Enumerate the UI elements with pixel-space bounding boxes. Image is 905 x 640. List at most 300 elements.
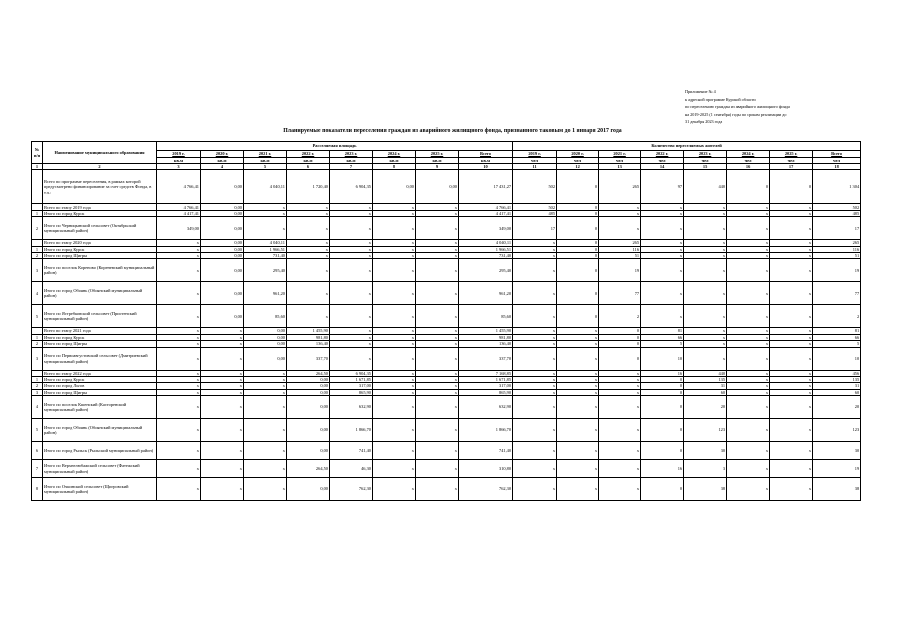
row-number: 2 xyxy=(32,341,43,347)
area-cell: 6 904,35 xyxy=(330,370,373,376)
people-cell: 0 xyxy=(641,383,684,389)
area-cell: x xyxy=(330,240,373,246)
area-cell: 136,40 xyxy=(287,341,330,347)
unit-header: кв.м xyxy=(287,158,330,164)
people-cell: 0 xyxy=(557,217,599,240)
row-name: Итого по город Курск xyxy=(43,376,157,382)
area-cell: x xyxy=(373,334,416,340)
area-cell: x xyxy=(157,259,201,282)
people-cell: x xyxy=(770,376,813,382)
people-cell: 265 xyxy=(599,240,641,246)
area-cell: x xyxy=(244,396,287,419)
row-name: Итого по Ястребковский сельсовет (Пристенский муниципальный район) xyxy=(43,305,157,328)
area-cell: 0,00 xyxy=(244,341,287,347)
area-cell: x xyxy=(416,370,459,376)
area-cell: 337,70 xyxy=(459,347,513,370)
people-cell: x xyxy=(599,210,641,216)
people-cell: x xyxy=(684,240,727,246)
people-cell: x xyxy=(727,383,770,389)
area-cell: x xyxy=(330,282,373,305)
area-cell: 0,00 xyxy=(201,170,244,204)
people-cell: x xyxy=(641,282,684,305)
area-cell: x xyxy=(373,370,416,376)
row-number: 8 xyxy=(32,478,43,501)
people-cell: 440 xyxy=(684,170,727,204)
area-cell: x xyxy=(416,210,459,216)
people-cell: x xyxy=(513,328,557,334)
year-header: 2022 г. xyxy=(641,151,684,158)
area-cell: x xyxy=(287,252,330,258)
area-cell: 0,00 xyxy=(373,170,416,204)
column-number: 1 xyxy=(32,164,43,170)
people-cell: 1 304 xyxy=(813,170,861,204)
area-cell: x xyxy=(373,252,416,258)
people-cell: x xyxy=(557,341,599,347)
people-cell: x xyxy=(599,389,641,395)
people-cell: x xyxy=(727,305,770,328)
column-number: 13 xyxy=(599,164,641,170)
area-cell: 6 904,35 xyxy=(330,170,373,204)
appendix-line: на 2019-2025 (1 сентября) годы по срокам реализации до xyxy=(685,111,787,117)
area-cell: 0,00 xyxy=(201,204,244,210)
area-cell: x xyxy=(157,376,201,382)
people-cell: 123 xyxy=(813,419,861,442)
people-cell: 31 xyxy=(813,383,861,389)
area-cell: x xyxy=(416,383,459,389)
area-cell: x xyxy=(244,370,287,376)
people-cell: x xyxy=(684,282,727,305)
appendix-line: Приложение № 4 xyxy=(685,89,716,94)
people-cell: 19 xyxy=(813,259,861,282)
people-cell: 265 xyxy=(813,240,861,246)
area-cell: 731,40 xyxy=(244,252,287,258)
people-cell: x xyxy=(557,419,599,442)
people-cell: x xyxy=(727,419,770,442)
area-cell: x xyxy=(373,204,416,210)
area-cell: x xyxy=(373,383,416,389)
table-row xyxy=(32,217,861,240)
people-cell: 60 xyxy=(684,389,727,395)
area-cell: 762,30 xyxy=(330,478,373,501)
area-cell: 0,00 xyxy=(287,389,330,395)
unit-header: кв.м xyxy=(416,158,459,164)
people-cell: 30 xyxy=(684,442,727,460)
area-cell: x xyxy=(157,334,201,340)
area-cell: x xyxy=(157,328,201,334)
people-cell: 440 xyxy=(684,370,727,376)
area-cell: x xyxy=(244,389,287,395)
row-name: Итого по Первоавгустовский сельсовет (Дмитриевский муниципальный район) xyxy=(43,347,157,370)
area-cell: x xyxy=(373,341,416,347)
area-cell: x xyxy=(373,305,416,328)
area-cell: x xyxy=(287,282,330,305)
area-cell: 1 671,85 xyxy=(330,376,373,382)
area-cell: x xyxy=(373,478,416,501)
people-cell: 0 xyxy=(641,376,684,382)
area-cell: x xyxy=(244,217,287,240)
column-number: 2 xyxy=(43,164,157,170)
row-number: 5 xyxy=(32,305,43,328)
area-cell: x xyxy=(330,328,373,334)
area-cell: x xyxy=(287,204,330,210)
unit-header: чел xyxy=(813,158,861,164)
people-cell: x xyxy=(770,282,813,305)
area-cell: 0,00 xyxy=(201,246,244,252)
people-cell: 81 xyxy=(641,328,684,334)
people-cell: 77 xyxy=(813,282,861,305)
people-cell: x xyxy=(513,460,557,478)
people-cell: x xyxy=(513,282,557,305)
people-cell: 265 xyxy=(599,170,641,204)
area-cell: 136,40 xyxy=(459,341,513,347)
people-cell: x xyxy=(641,240,684,246)
people-cell: x xyxy=(641,204,684,210)
unit-header: чел xyxy=(641,158,684,164)
area-cell: 1 720,40 xyxy=(287,170,330,204)
people-cell: x xyxy=(727,246,770,252)
row-name: Всего по этапу 2019 года xyxy=(43,204,157,210)
area-cell: 4 417,41 xyxy=(157,210,201,216)
area-cell: x xyxy=(244,210,287,216)
area-cell: 295,40 xyxy=(244,259,287,282)
people-cell: x xyxy=(641,210,684,216)
people-cell: x xyxy=(727,389,770,395)
year-header: 2020 г. xyxy=(557,151,599,158)
area-cell: 7 168,85 xyxy=(459,370,513,376)
people-cell: 0 xyxy=(557,170,599,204)
area-cell: x xyxy=(157,347,201,370)
people-cell: x xyxy=(727,376,770,382)
people-cell: 31 xyxy=(684,383,727,389)
people-cell: x xyxy=(727,347,770,370)
column-number: 18 xyxy=(813,164,861,170)
people-cell: 16 xyxy=(641,370,684,376)
area-cell: x xyxy=(201,341,244,347)
area-cell: 4 417,41 xyxy=(459,210,513,216)
row-name: Итого по Верхнелюбажский сельсовет (Фатежский муниципальный район) xyxy=(43,460,157,478)
area-cell: x xyxy=(157,305,201,328)
area-cell: x xyxy=(373,217,416,240)
area-cell: x xyxy=(244,383,287,389)
people-cell: 19 xyxy=(599,259,641,282)
area-cell: x xyxy=(330,259,373,282)
column-number: 7 xyxy=(330,164,373,170)
people-cell: 0 xyxy=(557,210,599,216)
people-cell: x xyxy=(557,376,599,382)
people-cell: 0 xyxy=(641,478,684,501)
area-cell: x xyxy=(373,389,416,395)
area-cell: 0,00 xyxy=(201,305,244,328)
area-cell: x xyxy=(201,389,244,395)
people-cell: x xyxy=(557,370,599,376)
area-cell: 317,00 xyxy=(459,383,513,389)
area-cell: 632,90 xyxy=(330,396,373,419)
area-cell: 0,00 xyxy=(201,217,244,240)
people-cell: x xyxy=(684,210,727,216)
people-cell: x xyxy=(727,370,770,376)
area-cell: 0,00 xyxy=(201,210,244,216)
area-cell: 0,00 xyxy=(287,396,330,419)
area-cell: 741,40 xyxy=(459,442,513,460)
area-cell: 85,60 xyxy=(459,305,513,328)
people-cell: x xyxy=(599,376,641,382)
area-cell: x xyxy=(416,252,459,258)
people-cell: x xyxy=(513,246,557,252)
row-name: Итого по город Курск xyxy=(43,246,157,252)
people-cell: 135 xyxy=(684,376,727,382)
unit-header: кв.м xyxy=(459,158,513,164)
area-cell: x xyxy=(201,396,244,419)
people-cell: x xyxy=(727,282,770,305)
row-number: 4 xyxy=(32,282,43,305)
area-cell: x xyxy=(201,376,244,382)
people-cell: 19 xyxy=(813,460,861,478)
row-number: 3 xyxy=(32,389,43,395)
area-cell: x xyxy=(373,376,416,382)
people-cell: 485 xyxy=(513,210,557,216)
year-header: 2025 г. xyxy=(770,151,813,158)
column-number: 12 xyxy=(557,164,599,170)
area-cell: x xyxy=(416,396,459,419)
people-cell: x xyxy=(641,305,684,328)
people-cell: 51 xyxy=(813,252,861,258)
people-cell: 66 xyxy=(813,334,861,340)
unit-header: чел xyxy=(513,158,557,164)
row-name: Итого по город Курск xyxy=(43,334,157,340)
area-cell: 349,00 xyxy=(157,217,201,240)
area-cell: x xyxy=(244,204,287,210)
people-cell: 116 xyxy=(813,246,861,252)
people-group-header: Количество переселяемых жителей xyxy=(513,142,861,151)
people-cell: x xyxy=(770,210,813,216)
people-cell: 10 xyxy=(641,347,684,370)
people-cell: x xyxy=(513,259,557,282)
people-cell: 38 xyxy=(684,478,727,501)
area-cell: x xyxy=(330,341,373,347)
year-header: 2024 г. xyxy=(373,151,416,158)
people-cell: x xyxy=(599,442,641,460)
people-cell: 2 xyxy=(599,305,641,328)
row-number: 3 xyxy=(32,259,43,282)
area-cell: x xyxy=(373,442,416,460)
area-cell: x xyxy=(157,478,201,501)
people-cell: 0 xyxy=(770,170,813,204)
area-cell: x xyxy=(244,478,287,501)
row-name: Всего по программе переселения, в рамках которой предусмотрено финансирование за счет средств Фонда, в т.ч.: xyxy=(43,170,157,204)
unit-header: чел xyxy=(770,158,813,164)
area-cell: x xyxy=(416,328,459,334)
area-cell: 4 040,11 xyxy=(459,240,513,246)
area-cell: x xyxy=(201,334,244,340)
table-row xyxy=(32,347,861,370)
column-number: 16 xyxy=(727,164,770,170)
column-number: 3 xyxy=(157,164,201,170)
row-name: Итого по город Обоянь (Обоянский муниципальный район) xyxy=(43,419,157,442)
area-cell: x xyxy=(244,460,287,478)
people-cell: 0 xyxy=(599,334,641,340)
column-number: 9 xyxy=(416,164,459,170)
people-cell: x xyxy=(770,334,813,340)
area-cell: x xyxy=(416,305,459,328)
people-cell: 502 xyxy=(513,204,557,210)
area-cell: x xyxy=(287,246,330,252)
table-row xyxy=(32,259,861,282)
unit-header: кв.м xyxy=(201,158,244,164)
unit-header: кв.м xyxy=(373,158,416,164)
people-cell: x xyxy=(641,259,684,282)
people-cell: 123 xyxy=(684,419,727,442)
people-cell: x xyxy=(770,252,813,258)
people-cell: x xyxy=(684,347,727,370)
area-cell: x xyxy=(373,347,416,370)
area-cell: x xyxy=(157,370,201,376)
area-cell: x xyxy=(157,246,201,252)
people-cell: x xyxy=(727,478,770,501)
people-cell: 5 xyxy=(641,341,684,347)
area-cell: 0,00 xyxy=(244,334,287,340)
row-name: Итого по Очкинский сельсовет (Щигровский муниципальный район) xyxy=(43,478,157,501)
table-row xyxy=(32,478,861,501)
area-cell: 961,20 xyxy=(459,282,513,305)
year-header: 2019 г. xyxy=(513,151,557,158)
area-cell: x xyxy=(416,389,459,395)
table-row xyxy=(32,282,861,305)
people-cell: 456 xyxy=(813,370,861,376)
area-cell: x xyxy=(373,396,416,419)
row-number: 6 xyxy=(32,442,43,460)
people-cell: x xyxy=(684,246,727,252)
people-cell: 0 xyxy=(557,305,599,328)
people-cell: x xyxy=(727,396,770,419)
area-cell: x xyxy=(287,240,330,246)
area-cell: 762,30 xyxy=(459,478,513,501)
area-cell: 632,90 xyxy=(459,396,513,419)
people-cell: 17 xyxy=(813,217,861,240)
area-cell: x xyxy=(330,252,373,258)
people-cell: x xyxy=(513,252,557,258)
area-cell: x xyxy=(373,210,416,216)
area-cell: x xyxy=(157,341,201,347)
area-cell: 310,80 xyxy=(459,460,513,478)
table-row xyxy=(32,396,861,419)
people-cell: x xyxy=(513,389,557,395)
area-cell: x xyxy=(201,383,244,389)
area-cell: x xyxy=(330,210,373,216)
people-cell: x xyxy=(727,252,770,258)
area-cell: x xyxy=(330,334,373,340)
people-cell: 0 xyxy=(641,396,684,419)
column-number: 14 xyxy=(641,164,684,170)
people-cell: 0 xyxy=(557,246,599,252)
people-cell: x xyxy=(770,442,813,460)
name-column-header: Наименование муниципального образования xyxy=(43,142,157,164)
area-cell: x xyxy=(201,419,244,442)
table-row xyxy=(32,170,861,204)
people-cell: 97 xyxy=(641,170,684,204)
people-cell: x xyxy=(599,419,641,442)
people-cell: 51 xyxy=(599,252,641,258)
area-cell: x xyxy=(416,240,459,246)
area-cell: 0,00 xyxy=(201,259,244,282)
people-cell: 0 xyxy=(641,419,684,442)
unit-header: кв.м xyxy=(244,158,287,164)
row-number: 2 xyxy=(32,217,43,240)
column-number: 6 xyxy=(287,164,330,170)
people-cell: x xyxy=(727,442,770,460)
unit-header: чел xyxy=(684,158,727,164)
people-cell: x xyxy=(727,204,770,210)
year-header: 2022 г. xyxy=(287,151,330,158)
area-cell: x xyxy=(201,370,244,376)
people-cell: x xyxy=(770,347,813,370)
people-cell: x xyxy=(684,217,727,240)
area-cell: 0,00 xyxy=(244,328,287,334)
area-cell: x xyxy=(416,217,459,240)
area-cell: x xyxy=(373,328,416,334)
people-cell: x xyxy=(770,246,813,252)
people-cell: 38 xyxy=(813,478,861,501)
row-number: 5 xyxy=(32,419,43,442)
area-cell: x xyxy=(287,217,330,240)
people-cell: x xyxy=(684,334,727,340)
area-cell: x xyxy=(244,419,287,442)
people-cell: x xyxy=(770,305,813,328)
people-cell: x xyxy=(513,341,557,347)
row-number xyxy=(32,170,43,204)
area-cell: x xyxy=(416,376,459,382)
people-cell: x xyxy=(599,383,641,389)
area-cell: 4 766,41 xyxy=(459,204,513,210)
people-cell: 0 xyxy=(641,442,684,460)
area-cell: 349,00 xyxy=(459,217,513,240)
area-cell: 1 866,70 xyxy=(330,419,373,442)
people-cell: 485 xyxy=(813,210,861,216)
area-cell: 1 966,51 xyxy=(459,246,513,252)
people-cell: x xyxy=(557,396,599,419)
area-cell: 981,80 xyxy=(459,334,513,340)
area-cell: x xyxy=(416,259,459,282)
people-cell: x xyxy=(684,328,727,334)
people-cell: 17 xyxy=(513,217,557,240)
area-cell: x xyxy=(373,246,416,252)
people-cell: x xyxy=(727,259,770,282)
year-header: 2021 г. xyxy=(599,151,641,158)
area-cell: x xyxy=(244,442,287,460)
area-cell: x xyxy=(201,328,244,334)
row-name: Итого по город Рыльск (Рыльский муниципальный район) xyxy=(43,442,157,460)
area-cell: x xyxy=(416,419,459,442)
column-number: 15 xyxy=(684,164,727,170)
area-cell: 46,30 xyxy=(330,460,373,478)
people-cell: x xyxy=(727,460,770,478)
column-number: 17 xyxy=(770,164,813,170)
area-cell: x xyxy=(416,442,459,460)
people-cell: x xyxy=(770,383,813,389)
area-cell: x xyxy=(287,210,330,216)
area-cell: x xyxy=(287,259,330,282)
people-cell: x xyxy=(599,478,641,501)
column-number: 10 xyxy=(459,164,513,170)
area-cell: x xyxy=(330,305,373,328)
row-name: Итого по город Льгов xyxy=(43,383,157,389)
area-cell: 4 766,41 xyxy=(157,204,201,210)
people-cell: 0 xyxy=(557,240,599,246)
people-cell: x xyxy=(684,252,727,258)
year-header: 2024 г. xyxy=(727,151,770,158)
people-cell: x xyxy=(684,259,727,282)
people-cell: x xyxy=(513,396,557,419)
unit-header: чел xyxy=(599,158,641,164)
